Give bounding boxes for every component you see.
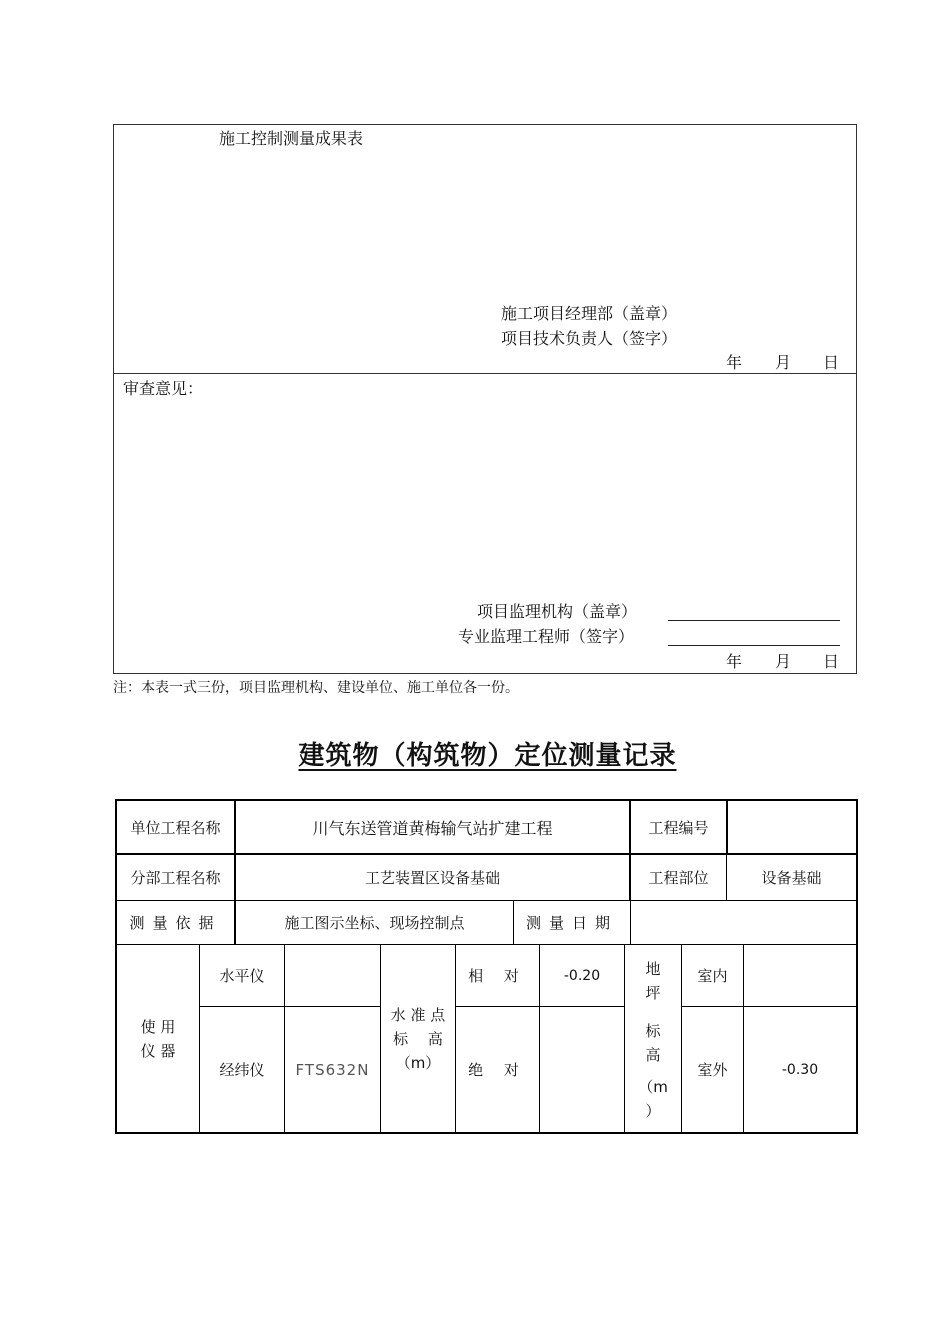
theodolite-value[interactable]: FTS632N xyxy=(295,1060,370,1079)
date-day-1: 日 xyxy=(823,353,840,372)
sub-name-label: 分部工程名称 xyxy=(130,869,221,887)
floor-label-line6: ） xyxy=(645,1102,661,1120)
unit-name-value[interactable]: 川气东送管道黄梅输气站扩建工程 xyxy=(312,818,553,838)
tech-sign-label: 项目技术负责人（签字） xyxy=(501,329,678,348)
instruments-label-line2: 仪 器 xyxy=(140,1041,176,1060)
date-month-2: 月 xyxy=(775,652,792,671)
floor-label-line3: 标 xyxy=(645,1022,661,1040)
benchmark-label-line3: （m） xyxy=(395,1053,441,1072)
relative-label: 相 对 xyxy=(468,967,527,985)
distribution-note: 注：本表一式三份，项目监理机构、建设单位、施工单位各一份。 xyxy=(113,680,519,696)
results-section xyxy=(113,124,857,374)
absolute-label: 绝 对 xyxy=(468,1061,527,1079)
indoor-value[interactable] xyxy=(744,945,856,1006)
sub-name-value[interactable]: 工艺装置区设备基础 xyxy=(364,869,500,887)
floor-label-line1: 地 xyxy=(645,960,661,978)
basis-value[interactable]: 施工图示坐标、现场控制点 xyxy=(284,914,465,932)
measure-date-label: 测量日期 xyxy=(525,914,618,932)
floor-label-line5: （m xyxy=(638,1078,668,1096)
outdoor-label: 室外 xyxy=(697,1061,728,1079)
date-day-2: 日 xyxy=(823,652,840,671)
supervision-stamp-label: 项目监理机构（盖章） xyxy=(477,602,638,621)
absolute-value[interactable] xyxy=(540,1007,624,1132)
results-heading: 施工控制测量成果表 xyxy=(219,129,364,148)
instruments-label xyxy=(117,945,199,1132)
floor-elevation-label xyxy=(625,945,681,1132)
basis-label: 测量依据 xyxy=(129,914,222,932)
engineer-sign-line[interactable] xyxy=(668,645,840,646)
level-value[interactable] xyxy=(285,945,380,1006)
location-value[interactable]: 设备基础 xyxy=(761,869,822,887)
measure-date-value[interactable] xyxy=(631,901,856,944)
outdoor-value[interactable]: -0.30 xyxy=(781,1061,819,1078)
indoor-label: 室内 xyxy=(697,967,728,985)
review-label: 审查意见： xyxy=(123,379,204,398)
benchmark-label-line2: 标 高 xyxy=(393,1029,443,1048)
record-title: 建筑物（构筑物）定位测量记录 xyxy=(298,741,677,771)
project-no-value[interactable] xyxy=(728,801,856,853)
theodolite-label: 经纬仪 xyxy=(219,1061,265,1079)
location-label: 工程部位 xyxy=(648,869,709,887)
level-label: 水平仪 xyxy=(219,967,265,985)
supervision-stamp-line[interactable] xyxy=(668,620,840,621)
benchmark-label xyxy=(381,945,455,1132)
relative-value[interactable]: -0.20 xyxy=(563,967,601,984)
dept-stamp-label: 施工项目经理部（盖章） xyxy=(501,304,678,323)
date-year-1: 年 xyxy=(726,353,743,372)
project-no-label: 工程编号 xyxy=(648,818,709,837)
date-month-1: 月 xyxy=(775,353,792,372)
instruments-label-line1: 使 用 xyxy=(140,1017,176,1036)
benchmark-label-line1: 水 准 点 xyxy=(390,1005,446,1024)
engineer-sign-label: 专业监理工程师（签字） xyxy=(458,627,635,646)
unit-name-label: 单位工程名称 xyxy=(130,818,221,837)
floor-label-line4: 高 xyxy=(645,1046,661,1064)
date-year-2: 年 xyxy=(726,652,743,671)
floor-label-line2: 坪 xyxy=(645,984,661,1002)
